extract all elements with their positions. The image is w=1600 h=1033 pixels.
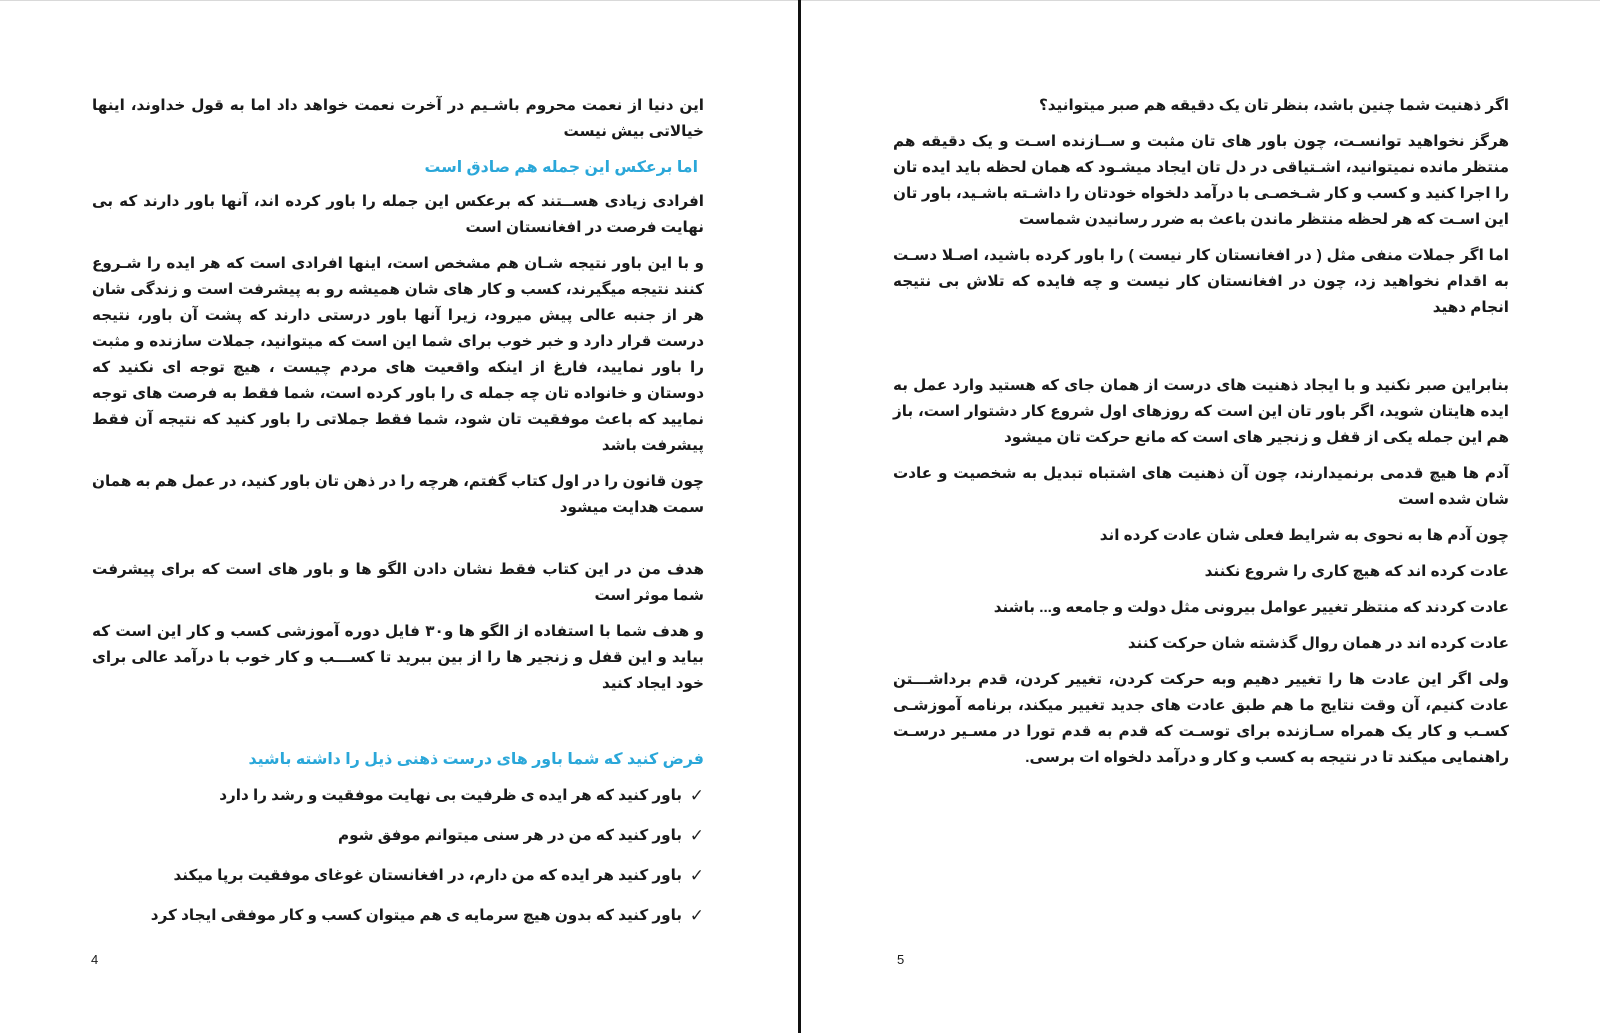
paragraph: چون قانون را در اول کتاب گفتم، هرچه را در ذهن تان باور کنید، در عمل هم به همان سمت هدایت میشود [92,473,704,516]
paragraph: اگر ذهنیت شما چنین باشد، بنظر تان یک دقیقه هم صبر میتوانید؟ [1038,97,1509,114]
page-number: 4 [91,952,99,967]
paragraph: چون آدم ها به نحوی به شرایط فعلی شان عادت کرده اند [1099,527,1509,544]
paragraph: و با این باور نتیجه شـان هم مشخص است، اینها افرادی است که هر ایده را شـروع کنند نتیجه میگیرند، کسب و کار های شان همیشه رو به پیشرفت است و زندگی شان هر از جنبه عالی پیش میرود، زیرا آنها باور درستی دارند که پشت آن باور، نتیجه درست قرار دارد و خبر خوب برای شما این است که میتوانید، جملات سازنده و مثبت را باور نمایید، فارغ از اینکه واقعیت های مردم چیست ، هیچ توجه ای نکنید که دوستان و خانواده تان چه جمله ی را باور کرده است، شما فقط به فرصت های توجه نمایید که باعث موفقیت تان شود، شما فقط جملاتی را باور کنید که نتیجه آن فقط پیشرفت باشد [92,255,704,454]
page-number: 5 [897,952,905,967]
page-5-text [893,93,1509,781]
paragraph: و هدف شما با استفاده از الگو ها و۳۰ فایل دوره آموزشی کسب و کار این است که بیاید و این قفل و زنجیر ها را از بین ببرید تا کســـب و کار خوب با درآمد عالی برای خود ایجاد کنید [92,623,704,692]
checklist-item [92,863,704,889]
paragraph: اما اگر جملات منفی مثل ( در افغانستان کار نیست ) را باور کرده باشید، اصـلا دسـت به اقدام نخواهید زد، چون در افغانستان کار نیست و چه فایده که تلاش بی نتیجه انجام دهید [893,247,1509,316]
section-heading: فرض کنید که شما باور های درست ذهنی ذیل را داشته باشید [248,751,704,768]
page-4-text [92,93,704,943]
paragraph: ولی اگر این عادت ها را تغییر دهیم وبه حرکت کردن، تغییر کردن، قدم برداشـــتن عادت کنیم، آن وقت نتایج ما هم طبق عادت های جدید تغییر میکند، برنامه آموزشـی کسـب و کار یک همراه سـازنده برای توسـت که قدم به قدم تورا در مسـیر درسـت راهنمایی میکند تا در نتیجه به کسب و کار و درآمد دلخواه ات برسی. [893,671,1509,766]
paragraph: این دنیا از نعمت محروم باشـیم در آخرت نعمت خواهد داد اما به قول خداوند، اینها خیالاتی بیش نیست [92,97,704,140]
checklist-item [92,823,704,849]
check-mark-icon: ✓ [689,826,704,846]
paragraph: افرادی زیادی هســتند که برعکس این جمله را باور کرده اند، آنها باور دارند که بی نهایت فرصت در افغانستان است [92,193,704,236]
page-5 [801,0,1600,1033]
page-4 [0,0,798,1033]
section-heading: اما برعکس این جمله هم صادق است [424,159,698,176]
checklist-item [92,903,704,929]
checklist-item [92,783,704,809]
check-mark-icon: ✓ [689,786,704,806]
checklist-item-text: باور کنید هر ایده که من دارم، در افغانستان غوغای موفقیت برپا میکند [173,867,682,884]
paragraph: آدم ها هیچ قدمی برنمیدارند، چون آن ذهنیت های اشتباه تبدیل به شخصیت و عادت شان شده است [893,465,1509,508]
checklist-item-text: باور کنید که هر ایده ی ظرفیت بی نهایت موفقیت و رشد را دارد [219,787,682,804]
paragraph: عادت کرده اند که هیچ کاری را شروع نکنند [1204,563,1509,580]
check-mark-icon: ✓ [689,906,704,926]
check-mark-icon: ✓ [689,866,704,886]
checklist-item-text: باور کنید که من در هر سنی میتوانم موفق شوم [338,827,682,844]
belief-checklist [92,783,704,929]
paragraph: عادت کرده اند در همان روال گذشته شان حرکت کنند [1127,635,1509,652]
checklist-item-text: باور کنید که بدون هیچ سرمایه ی هم میتوان کسب و کار موفقی ایجاد کرد [150,907,682,924]
paragraph: هرگز نخواهید توانسـت، چون باور های تان مثبت و ســازنده اسـت و یک دقیقه هم منتظر مانده نمیتوانید، اشـتیاقی در دل تان ایجاد میشـود که همان لحظه باید ایده تان را اجرا کنید و کسب و کار شـخصـی با درآمد دلخواه خودتان را داشـته باشـید، باور تان این اسـت که هر لحظه منتظر ماندن باعث به ضرر رسانیدن شماست [893,133,1509,228]
paragraph: هدف من در این کتاب فقط نشان دادن الگو ها و باور های است که برای پیشرفت شما موثر است [92,561,704,604]
paragraph: بنابراین صبر نکنید و با ایجاد ذهنیت های درست از همان جای که هستید وارد عمل به ایده هایتان شوید، اگر باور تان این است که روزهای اول شروع کار دشتوار است، باز هم این جمله یکی از قفل و زنجیر های است که مانع حرکت تان میشود [893,377,1509,446]
paragraph: عادت کردند که منتظر تغییر عوامل بیرونی مثل دولت و جامعه و... باشند [993,599,1509,616]
